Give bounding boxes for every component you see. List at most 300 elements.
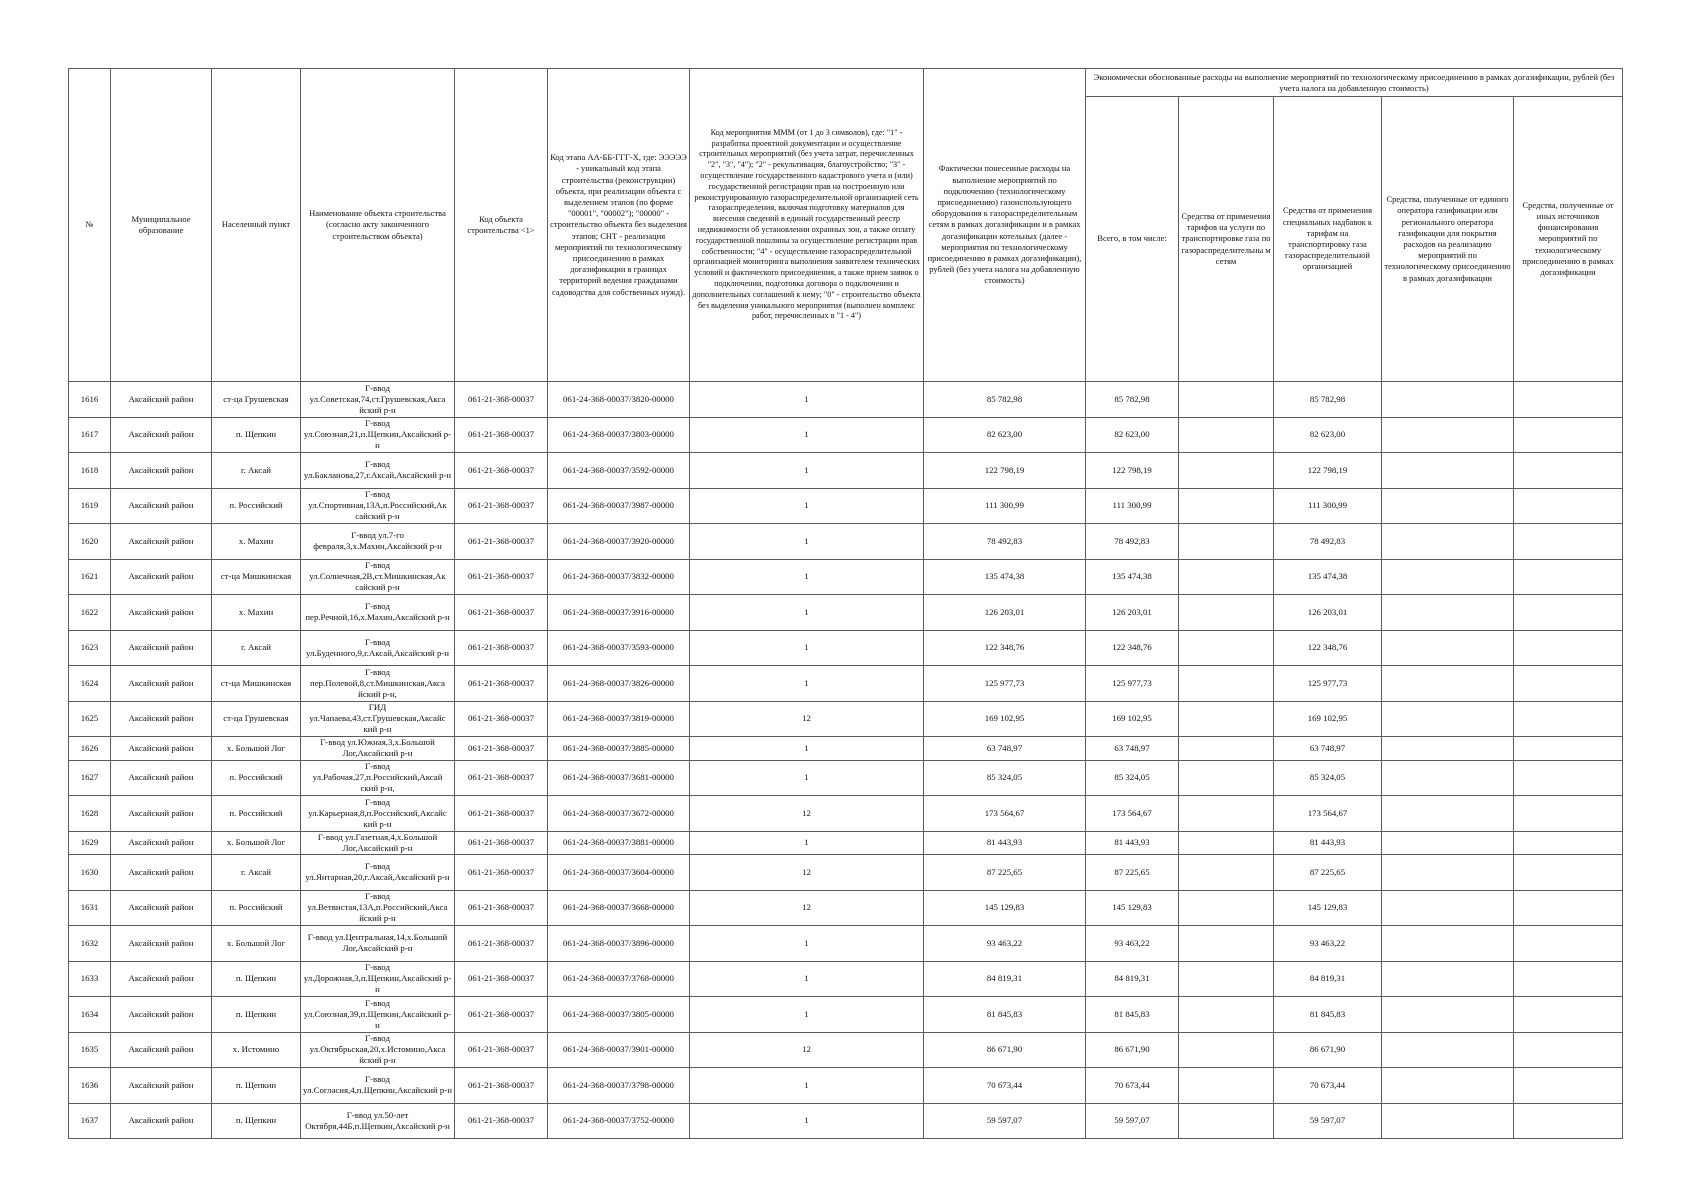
activity-code-cell: 12: [690, 855, 924, 891]
tariff-funds-cell: [1179, 1103, 1274, 1139]
total-cell: 122 348,76: [1086, 630, 1179, 666]
row-number: 1626: [69, 737, 111, 761]
row-number: 1633: [69, 961, 111, 997]
object-code-cell: 061-21-368-00037: [455, 666, 548, 702]
object-code-cell: 061-21-368-00037: [455, 831, 548, 855]
row-number: 1621: [69, 559, 111, 595]
header-surcharge-funds: Средства от применения специальных надбавок к тарифам на транспортировку газа газораспределительной организацией: [1274, 97, 1382, 382]
row-number: 1624: [69, 666, 111, 702]
operator-funds-cell: [1382, 701, 1514, 737]
activity-code-cell: 1: [690, 760, 924, 796]
document-sheet: [68, 68, 1622, 1139]
tariff-funds-cell: [1179, 453, 1274, 489]
object-name-cell: Г-ввод ул.Союзная,21,п.Щепкин,Аксайский р-н: [301, 417, 455, 453]
other-funds-cell: [1514, 1068, 1623, 1104]
total-cell: 169 102,95: [1086, 701, 1179, 737]
activity-code-cell: 1: [690, 595, 924, 631]
table-row: [69, 855, 1623, 891]
settlement-cell: п. Щепкин: [212, 961, 301, 997]
object-name-cell: Г-ввод ул.7-го февраля,3,х.Махин,Аксайский р-н: [301, 524, 455, 560]
object-name-cell: Г-ввод ул.Солнечная,2В,ст.Мишкинская,Ак сайский р-н: [301, 559, 455, 595]
other-funds-cell: [1514, 796, 1623, 832]
stage-code-cell: 061-24-368-00037/3819-00000: [548, 701, 690, 737]
tariff-funds-cell: [1179, 559, 1274, 595]
object-name-cell: Г-ввод пер.Речной,16,х.Махин,Аксайский р-н: [301, 595, 455, 631]
municipality-cell: Аксайский район: [111, 737, 212, 761]
stage-code-cell: 061-24-368-00037/3752-00000: [548, 1103, 690, 1139]
operator-funds-cell: [1382, 890, 1514, 926]
total-cell: 173 564,67: [1086, 796, 1179, 832]
stage-code-cell: 061-24-368-00037/3798-00000: [548, 1068, 690, 1104]
operator-funds-cell: [1382, 961, 1514, 997]
header-stage-code: Код этапа АА-ББ-ГГГ-Х, где: ЭЭЭЭЭ - уникальный код этапа строительства (реконструкции) объекта, при реализации объекта с выделением этапов (по форме "00001", "00002"); "00000" - строительство объекта без выделения этапов; СНТ - реализация мероприятий по технологическому присоединению в рамках догазификации в границах территорий ведения гражданами садоводства для собственных нужд).: [548, 69, 690, 382]
table-row: [69, 453, 1623, 489]
object-code-cell: 061-21-368-00037: [455, 1068, 548, 1104]
activity-code-cell: 12: [690, 701, 924, 737]
surcharge-funds-cell: 125 977,73: [1274, 666, 1382, 702]
other-funds-cell: [1514, 630, 1623, 666]
settlement-cell: х. Махин: [212, 595, 301, 631]
tariff-funds-cell: [1179, 488, 1274, 524]
gasification-costs-table: [68, 68, 1623, 1139]
table-row: [69, 701, 1623, 737]
municipality-cell: Аксайский район: [111, 831, 212, 855]
header-activity-code: Код мероприятия МММ (от 1 до 3 символов), где: "1" - разработка проектной документации и осуществление строительных мероприятий (без учета затрат, перечисленных "2", "3", "4"); "2" - рекультивация, благоустройство; "3" - осуществление государственного кадастрового учета и (или) государственной регистрации прав на построенную или реконструированную газораспределительной организацией сеть газораспределения, включая подготовку материалов для внесения сведений в единый государственный реестр недвижимости об установлении охранных зон, а также оплату государственной пошлины за осуществление регистрации прав собственности; "4" - осуществление газораспределительной организацией мониторинга выполнения заявителем технических условий и фактического присоединения, а также прием заявок о подключении, подготовка договора о подключении и дополнительных соглашений к нему; "0" - строительство объекта без выделения уникального мероприятия (выполнен комплекс работ, перечисленных в "1 - 4"): [690, 69, 924, 382]
object-name-cell: Г-ввод ул.Дорожная,3,п.Щепкин,Аксайский р-н: [301, 961, 455, 997]
other-funds-cell: [1514, 666, 1623, 702]
municipality-cell: Аксайский район: [111, 961, 212, 997]
municipality-cell: Аксайский район: [111, 855, 212, 891]
table-row: [69, 796, 1623, 832]
total-cell: 81 443,93: [1086, 831, 1179, 855]
municipality-cell: Аксайский район: [111, 453, 212, 489]
stage-code-cell: 061-24-368-00037/3592-00000: [548, 453, 690, 489]
row-number: 1632: [69, 926, 111, 962]
operator-funds-cell: [1382, 488, 1514, 524]
object-code-cell: 061-21-368-00037: [455, 760, 548, 796]
activity-code-cell: 1: [690, 1068, 924, 1104]
header-num: №: [69, 69, 111, 382]
surcharge-funds-cell: 85 324,05: [1274, 760, 1382, 796]
tariff-funds-cell: [1179, 417, 1274, 453]
table-row: [69, 630, 1623, 666]
object-code-cell: 061-21-368-00037: [455, 737, 548, 761]
operator-funds-cell: [1382, 1032, 1514, 1068]
tariff-funds-cell: [1179, 666, 1274, 702]
actual-costs-cell: 126 203,01: [924, 595, 1086, 631]
activity-code-cell: 1: [690, 559, 924, 595]
total-cell: 111 300,99: [1086, 488, 1179, 524]
table-row: [69, 831, 1623, 855]
surcharge-funds-cell: 84 819,31: [1274, 961, 1382, 997]
operator-funds-cell: [1382, 855, 1514, 891]
actual-costs-cell: 125 977,73: [924, 666, 1086, 702]
stage-code-cell: 061-24-368-00037/3820-00000: [548, 382, 690, 418]
total-cell: 93 463,22: [1086, 926, 1179, 962]
object-code-cell: 061-21-368-00037: [455, 559, 548, 595]
surcharge-funds-cell: 59 597,07: [1274, 1103, 1382, 1139]
header-total: Всего, в том числе:: [1086, 97, 1179, 382]
row-number: 1622: [69, 595, 111, 631]
activity-code-cell: 1: [690, 961, 924, 997]
municipality-cell: Аксайский район: [111, 595, 212, 631]
total-cell: 126 203,01: [1086, 595, 1179, 631]
object-code-cell: 061-21-368-00037: [455, 382, 548, 418]
settlement-cell: х. Большой Лог: [212, 926, 301, 962]
stage-code-cell: 061-24-368-00037/3681-00000: [548, 760, 690, 796]
surcharge-funds-cell: 93 463,22: [1274, 926, 1382, 962]
activity-code-cell: 12: [690, 1032, 924, 1068]
activity-code-cell: 12: [690, 890, 924, 926]
tariff-funds-cell: [1179, 961, 1274, 997]
activity-code-cell: 1: [690, 382, 924, 418]
settlement-cell: х. Махин: [212, 524, 301, 560]
activity-code-cell: 1: [690, 488, 924, 524]
settlement-cell: п. Российский: [212, 760, 301, 796]
object-code-cell: 061-21-368-00037: [455, 524, 548, 560]
surcharge-funds-cell: 169 102,95: [1274, 701, 1382, 737]
other-funds-cell: [1514, 453, 1623, 489]
surcharge-funds-cell: 70 673,44: [1274, 1068, 1382, 1104]
actual-costs-cell: 59 597,07: [924, 1103, 1086, 1139]
surcharge-funds-cell: 87 225,65: [1274, 855, 1382, 891]
surcharge-funds-cell: 78 492,83: [1274, 524, 1382, 560]
settlement-cell: п. Щепкин: [212, 997, 301, 1033]
other-funds-cell: [1514, 737, 1623, 761]
object-name-cell: Г-ввод ул.Спортивная,13А,п.Российский,Ак сайский р-н: [301, 488, 455, 524]
actual-costs-cell: 111 300,99: [924, 488, 1086, 524]
municipality-cell: Аксайский район: [111, 1068, 212, 1104]
table-row: [69, 926, 1623, 962]
settlement-cell: г. Аксай: [212, 855, 301, 891]
total-cell: 84 819,31: [1086, 961, 1179, 997]
total-cell: 122 798,19: [1086, 453, 1179, 489]
tariff-funds-cell: [1179, 382, 1274, 418]
surcharge-funds-cell: 63 748,97: [1274, 737, 1382, 761]
total-cell: 125 977,73: [1086, 666, 1179, 702]
total-cell: 78 492,83: [1086, 524, 1179, 560]
actual-costs-cell: 85 324,05: [924, 760, 1086, 796]
total-cell: 145 129,83: [1086, 890, 1179, 926]
settlement-cell: х. Большой Лог: [212, 737, 301, 761]
activity-code-cell: 1: [690, 831, 924, 855]
row-number: 1637: [69, 1103, 111, 1139]
actual-costs-cell: 70 673,44: [924, 1068, 1086, 1104]
activity-code-cell: 1: [690, 1103, 924, 1139]
stage-code-cell: 061-24-368-00037/3832-00000: [548, 559, 690, 595]
row-number: 1634: [69, 997, 111, 1033]
row-number: 1628: [69, 796, 111, 832]
header-other-funds: Средства, полученные от иных источников финансирования мероприятий по технологическому присоединению в рамках догазификации: [1514, 97, 1623, 382]
object-code-cell: 061-21-368-00037: [455, 417, 548, 453]
table-row: [69, 595, 1623, 631]
settlement-cell: п. Российский: [212, 796, 301, 832]
stage-code-cell: 061-24-368-00037/3901-00000: [548, 1032, 690, 1068]
total-cell: 59 597,07: [1086, 1103, 1179, 1139]
settlement-cell: ст-ца Мишкинская: [212, 559, 301, 595]
total-cell: 70 673,44: [1086, 1068, 1179, 1104]
municipality-cell: Аксайский район: [111, 524, 212, 560]
actual-costs-cell: 86 671,90: [924, 1032, 1086, 1068]
row-number: 1627: [69, 760, 111, 796]
other-funds-cell: [1514, 855, 1623, 891]
actual-costs-cell: 145 129,83: [924, 890, 1086, 926]
object-code-cell: 061-21-368-00037: [455, 1032, 548, 1068]
actual-costs-cell: 93 463,22: [924, 926, 1086, 962]
settlement-cell: г. Аксай: [212, 630, 301, 666]
table-row: [69, 666, 1623, 702]
municipality-cell: Аксайский район: [111, 417, 212, 453]
surcharge-funds-cell: 135 474,38: [1274, 559, 1382, 595]
stage-code-cell: 061-24-368-00037/3805-00000: [548, 997, 690, 1033]
header-object-code: Код объекта строительства <1>: [455, 69, 548, 382]
surcharge-funds-cell: 81 845,83: [1274, 997, 1382, 1033]
actual-costs-cell: 135 474,38: [924, 559, 1086, 595]
other-funds-cell: [1514, 382, 1623, 418]
stage-code-cell: 061-24-368-00037/3987-00000: [548, 488, 690, 524]
operator-funds-cell: [1382, 1103, 1514, 1139]
object-code-cell: 061-21-368-00037: [455, 855, 548, 891]
actual-costs-cell: 173 564,67: [924, 796, 1086, 832]
other-funds-cell: [1514, 831, 1623, 855]
total-cell: 63 748,97: [1086, 737, 1179, 761]
actual-costs-cell: 85 782,98: [924, 382, 1086, 418]
row-number: 1623: [69, 630, 111, 666]
activity-code-cell: 1: [690, 926, 924, 962]
stage-code-cell: 061-24-368-00037/3916-00000: [548, 595, 690, 631]
tariff-funds-cell: [1179, 1068, 1274, 1104]
table-row: [69, 417, 1623, 453]
surcharge-funds-cell: 85 782,98: [1274, 382, 1382, 418]
stage-code-cell: 061-24-368-00037/3885-00000: [548, 737, 690, 761]
object-name-cell: Г-ввод ул.Буденного,9,г.Аксай,Аксайский р-н: [301, 630, 455, 666]
object-code-cell: 061-21-368-00037: [455, 595, 548, 631]
tariff-funds-cell: [1179, 831, 1274, 855]
settlement-cell: г. Аксай: [212, 453, 301, 489]
operator-funds-cell: [1382, 796, 1514, 832]
table-row: [69, 382, 1623, 418]
settlement-cell: х. Большой Лог: [212, 831, 301, 855]
row-number: 1631: [69, 890, 111, 926]
surcharge-funds-cell: 82 623,00: [1274, 417, 1382, 453]
operator-funds-cell: [1382, 630, 1514, 666]
stage-code-cell: 061-24-368-00037/3593-00000: [548, 630, 690, 666]
municipality-cell: Аксайский район: [111, 630, 212, 666]
tariff-funds-cell: [1179, 1032, 1274, 1068]
tariff-funds-cell: [1179, 524, 1274, 560]
activity-code-cell: 12: [690, 796, 924, 832]
row-number: 1619: [69, 488, 111, 524]
stage-code-cell: 061-24-368-00037/3768-00000: [548, 961, 690, 997]
total-cell: 81 845,83: [1086, 997, 1179, 1033]
activity-code-cell: 1: [690, 524, 924, 560]
object-code-cell: 061-21-368-00037: [455, 890, 548, 926]
header-operator-funds: Средства, полученные от единого оператора газификации или регионального оператора газификации для покрытия расходов на реализацию мероприятий по технологическому присоединению в рамках догазификации: [1382, 97, 1514, 382]
object-name-cell: Г-ввод ул.Октябрьская,20,х.Истомино,Акса йский р-н: [301, 1032, 455, 1068]
operator-funds-cell: [1382, 666, 1514, 702]
header-municipality: Муниципальное образование: [111, 69, 212, 382]
operator-funds-cell: [1382, 453, 1514, 489]
total-cell: 86 671,90: [1086, 1032, 1179, 1068]
stage-code-cell: 061-24-368-00037/3896-00000: [548, 926, 690, 962]
stage-code-cell: 061-24-368-00037/3672-00000: [548, 796, 690, 832]
stage-code-cell: 061-24-368-00037/3826-00000: [548, 666, 690, 702]
stage-code-cell: 061-24-368-00037/3920-00000: [548, 524, 690, 560]
object-name-cell: Г-ввод ул.Южная,3,х.Большой Лог,Аксайский р-н: [301, 737, 455, 761]
object-code-cell: 061-21-368-00037: [455, 961, 548, 997]
other-funds-cell: [1514, 701, 1623, 737]
surcharge-funds-cell: 81 443,93: [1274, 831, 1382, 855]
object-name-cell: Г-ввод ул.Бакланова,27,г.Аксай,Аксайский р-н: [301, 453, 455, 489]
object-code-cell: 061-21-368-00037: [455, 453, 548, 489]
activity-code-cell: 1: [690, 630, 924, 666]
other-funds-cell: [1514, 961, 1623, 997]
object-code-cell: 061-21-368-00037: [455, 997, 548, 1033]
table-row: [69, 488, 1623, 524]
object-name-cell: Г-ввод ул.Союзная,39,п.Щепкин,Аксайский р-н: [301, 997, 455, 1033]
settlement-cell: ст-ца Грушевская: [212, 701, 301, 737]
surcharge-funds-cell: 126 203,01: [1274, 595, 1382, 631]
tariff-funds-cell: [1179, 855, 1274, 891]
row-number: 1635: [69, 1032, 111, 1068]
activity-code-cell: 1: [690, 666, 924, 702]
header-object-name: Наименование объекта строительства (согласно акту законченного строительством объекта): [301, 69, 455, 382]
object-code-cell: 061-21-368-00037: [455, 630, 548, 666]
other-funds-cell: [1514, 1103, 1623, 1139]
object-code-cell: 061-21-368-00037: [455, 488, 548, 524]
operator-funds-cell: [1382, 382, 1514, 418]
municipality-cell: Аксайский район: [111, 666, 212, 702]
object-name-cell: Г-ввод ул.50-лет Октября,44Б,п.Щепкин,Аксайский р-н: [301, 1103, 455, 1139]
total-cell: 135 474,38: [1086, 559, 1179, 595]
stage-code-cell: 061-24-368-00037/3668-00000: [548, 890, 690, 926]
row-number: 1630: [69, 855, 111, 891]
actual-costs-cell: 63 748,97: [924, 737, 1086, 761]
tariff-funds-cell: [1179, 890, 1274, 926]
table-body: [69, 382, 1623, 1139]
surcharge-funds-cell: 122 348,76: [1274, 630, 1382, 666]
table-row: [69, 760, 1623, 796]
header-settlement: Населенный пункт: [212, 69, 301, 382]
municipality-cell: Аксайский район: [111, 701, 212, 737]
operator-funds-cell: [1382, 737, 1514, 761]
activity-code-cell: 1: [690, 737, 924, 761]
municipality-cell: Аксайский район: [111, 488, 212, 524]
header-justified-costs-group: Экономически обоснованные расходы на выполнение мероприятий по технологическому присоединению в рамках догазификации, рублей (без учета налога на добавленную стоимость): [1086, 69, 1623, 97]
surcharge-funds-cell: 86 671,90: [1274, 1032, 1382, 1068]
table-row: [69, 997, 1623, 1033]
surcharge-funds-cell: 145 129,83: [1274, 890, 1382, 926]
stage-code-cell: 061-24-368-00037/3881-00000: [548, 831, 690, 855]
stage-code-cell: 061-24-368-00037/3604-00000: [548, 855, 690, 891]
actual-costs-cell: 81 845,83: [924, 997, 1086, 1033]
settlement-cell: п. Российский: [212, 488, 301, 524]
tariff-funds-cell: [1179, 997, 1274, 1033]
settlement-cell: п. Российский: [212, 890, 301, 926]
municipality-cell: Аксайский район: [111, 997, 212, 1033]
row-number: 1636: [69, 1068, 111, 1104]
other-funds-cell: [1514, 1032, 1623, 1068]
actual-costs-cell: 169 102,95: [924, 701, 1086, 737]
municipality-cell: Аксайский район: [111, 796, 212, 832]
other-funds-cell: [1514, 595, 1623, 631]
activity-code-cell: 1: [690, 453, 924, 489]
municipality-cell: Аксайский район: [111, 382, 212, 418]
municipality-cell: Аксайский район: [111, 760, 212, 796]
actual-costs-cell: 78 492,83: [924, 524, 1086, 560]
table-row: [69, 1068, 1623, 1104]
other-funds-cell: [1514, 890, 1623, 926]
operator-funds-cell: [1382, 831, 1514, 855]
municipality-cell: Аксайский район: [111, 1103, 212, 1139]
total-cell: 85 782,98: [1086, 382, 1179, 418]
actual-costs-cell: 122 348,76: [924, 630, 1086, 666]
table-row: [69, 961, 1623, 997]
municipality-cell: Аксайский район: [111, 1032, 212, 1068]
operator-funds-cell: [1382, 760, 1514, 796]
total-cell: 82 623,00: [1086, 417, 1179, 453]
actual-costs-cell: 84 819,31: [924, 961, 1086, 997]
actual-costs-cell: 81 443,93: [924, 831, 1086, 855]
settlement-cell: ст-ца Грушевская: [212, 382, 301, 418]
tariff-funds-cell: [1179, 926, 1274, 962]
settlement-cell: п. Щепкин: [212, 417, 301, 453]
object-name-cell: Г-ввод ул.Рабочая,27,п.Российский,Аксай ский р-н,: [301, 760, 455, 796]
other-funds-cell: [1514, 926, 1623, 962]
object-name-cell: ГИД ул.Чапаева,43,ст.Грушевская,Аксайс кий р-н: [301, 701, 455, 737]
object-name-cell: Г-ввод ул.Янтарная,20,г.Аксай,Аксайский р-н: [301, 855, 455, 891]
row-number: 1617: [69, 417, 111, 453]
other-funds-cell: [1514, 417, 1623, 453]
object-name-cell: Г-ввод ул.Советская,74,ст.Грушевская,Акса йский р-н: [301, 382, 455, 418]
operator-funds-cell: [1382, 926, 1514, 962]
municipality-cell: Аксайский район: [111, 890, 212, 926]
tariff-funds-cell: [1179, 595, 1274, 631]
row-number: 1616: [69, 382, 111, 418]
tariff-funds-cell: [1179, 630, 1274, 666]
object-code-cell: 061-21-368-00037: [455, 701, 548, 737]
operator-funds-cell: [1382, 559, 1514, 595]
settlement-cell: п. Щепкин: [212, 1103, 301, 1139]
surcharge-funds-cell: 173 564,67: [1274, 796, 1382, 832]
activity-code-cell: 1: [690, 997, 924, 1033]
other-funds-cell: [1514, 559, 1623, 595]
object-name-cell: Г-ввод ул.Центральная,14,х.Большой Лог,Аксайский р-н: [301, 926, 455, 962]
row-number: 1618: [69, 453, 111, 489]
tariff-funds-cell: [1179, 796, 1274, 832]
other-funds-cell: [1514, 760, 1623, 796]
table-row: [69, 1103, 1623, 1139]
object-code-cell: 061-21-368-00037: [455, 1103, 548, 1139]
other-funds-cell: [1514, 997, 1623, 1033]
table-row: [69, 890, 1623, 926]
table-row: [69, 559, 1623, 595]
settlement-cell: ст-ца Мишкинская: [212, 666, 301, 702]
operator-funds-cell: [1382, 524, 1514, 560]
tariff-funds-cell: [1179, 737, 1274, 761]
actual-costs-cell: 87 225,65: [924, 855, 1086, 891]
operator-funds-cell: [1382, 997, 1514, 1033]
tariff-funds-cell: [1179, 701, 1274, 737]
header-actual-costs: Фактически понесенные расходы на выполнение мероприятий по подключению (технологическому присоединению) газоиспользующего оборудования к газораспределительным сетям в рамках догазификации и в рамках догазификации котельных (далее - мероприятия по технологическому присоединению в рамках догазификации), рублей (без учета налога на добавленную стоимость): [924, 69, 1086, 382]
operator-funds-cell: [1382, 1068, 1514, 1104]
total-cell: 87 225,65: [1086, 855, 1179, 891]
other-funds-cell: [1514, 488, 1623, 524]
table-row: [69, 1032, 1623, 1068]
activity-code-cell: 1: [690, 417, 924, 453]
row-number: 1629: [69, 831, 111, 855]
object-name-cell: Г-ввод ул.Карьерная,8,п.Российский,Аксайс кий р-н: [301, 796, 455, 832]
